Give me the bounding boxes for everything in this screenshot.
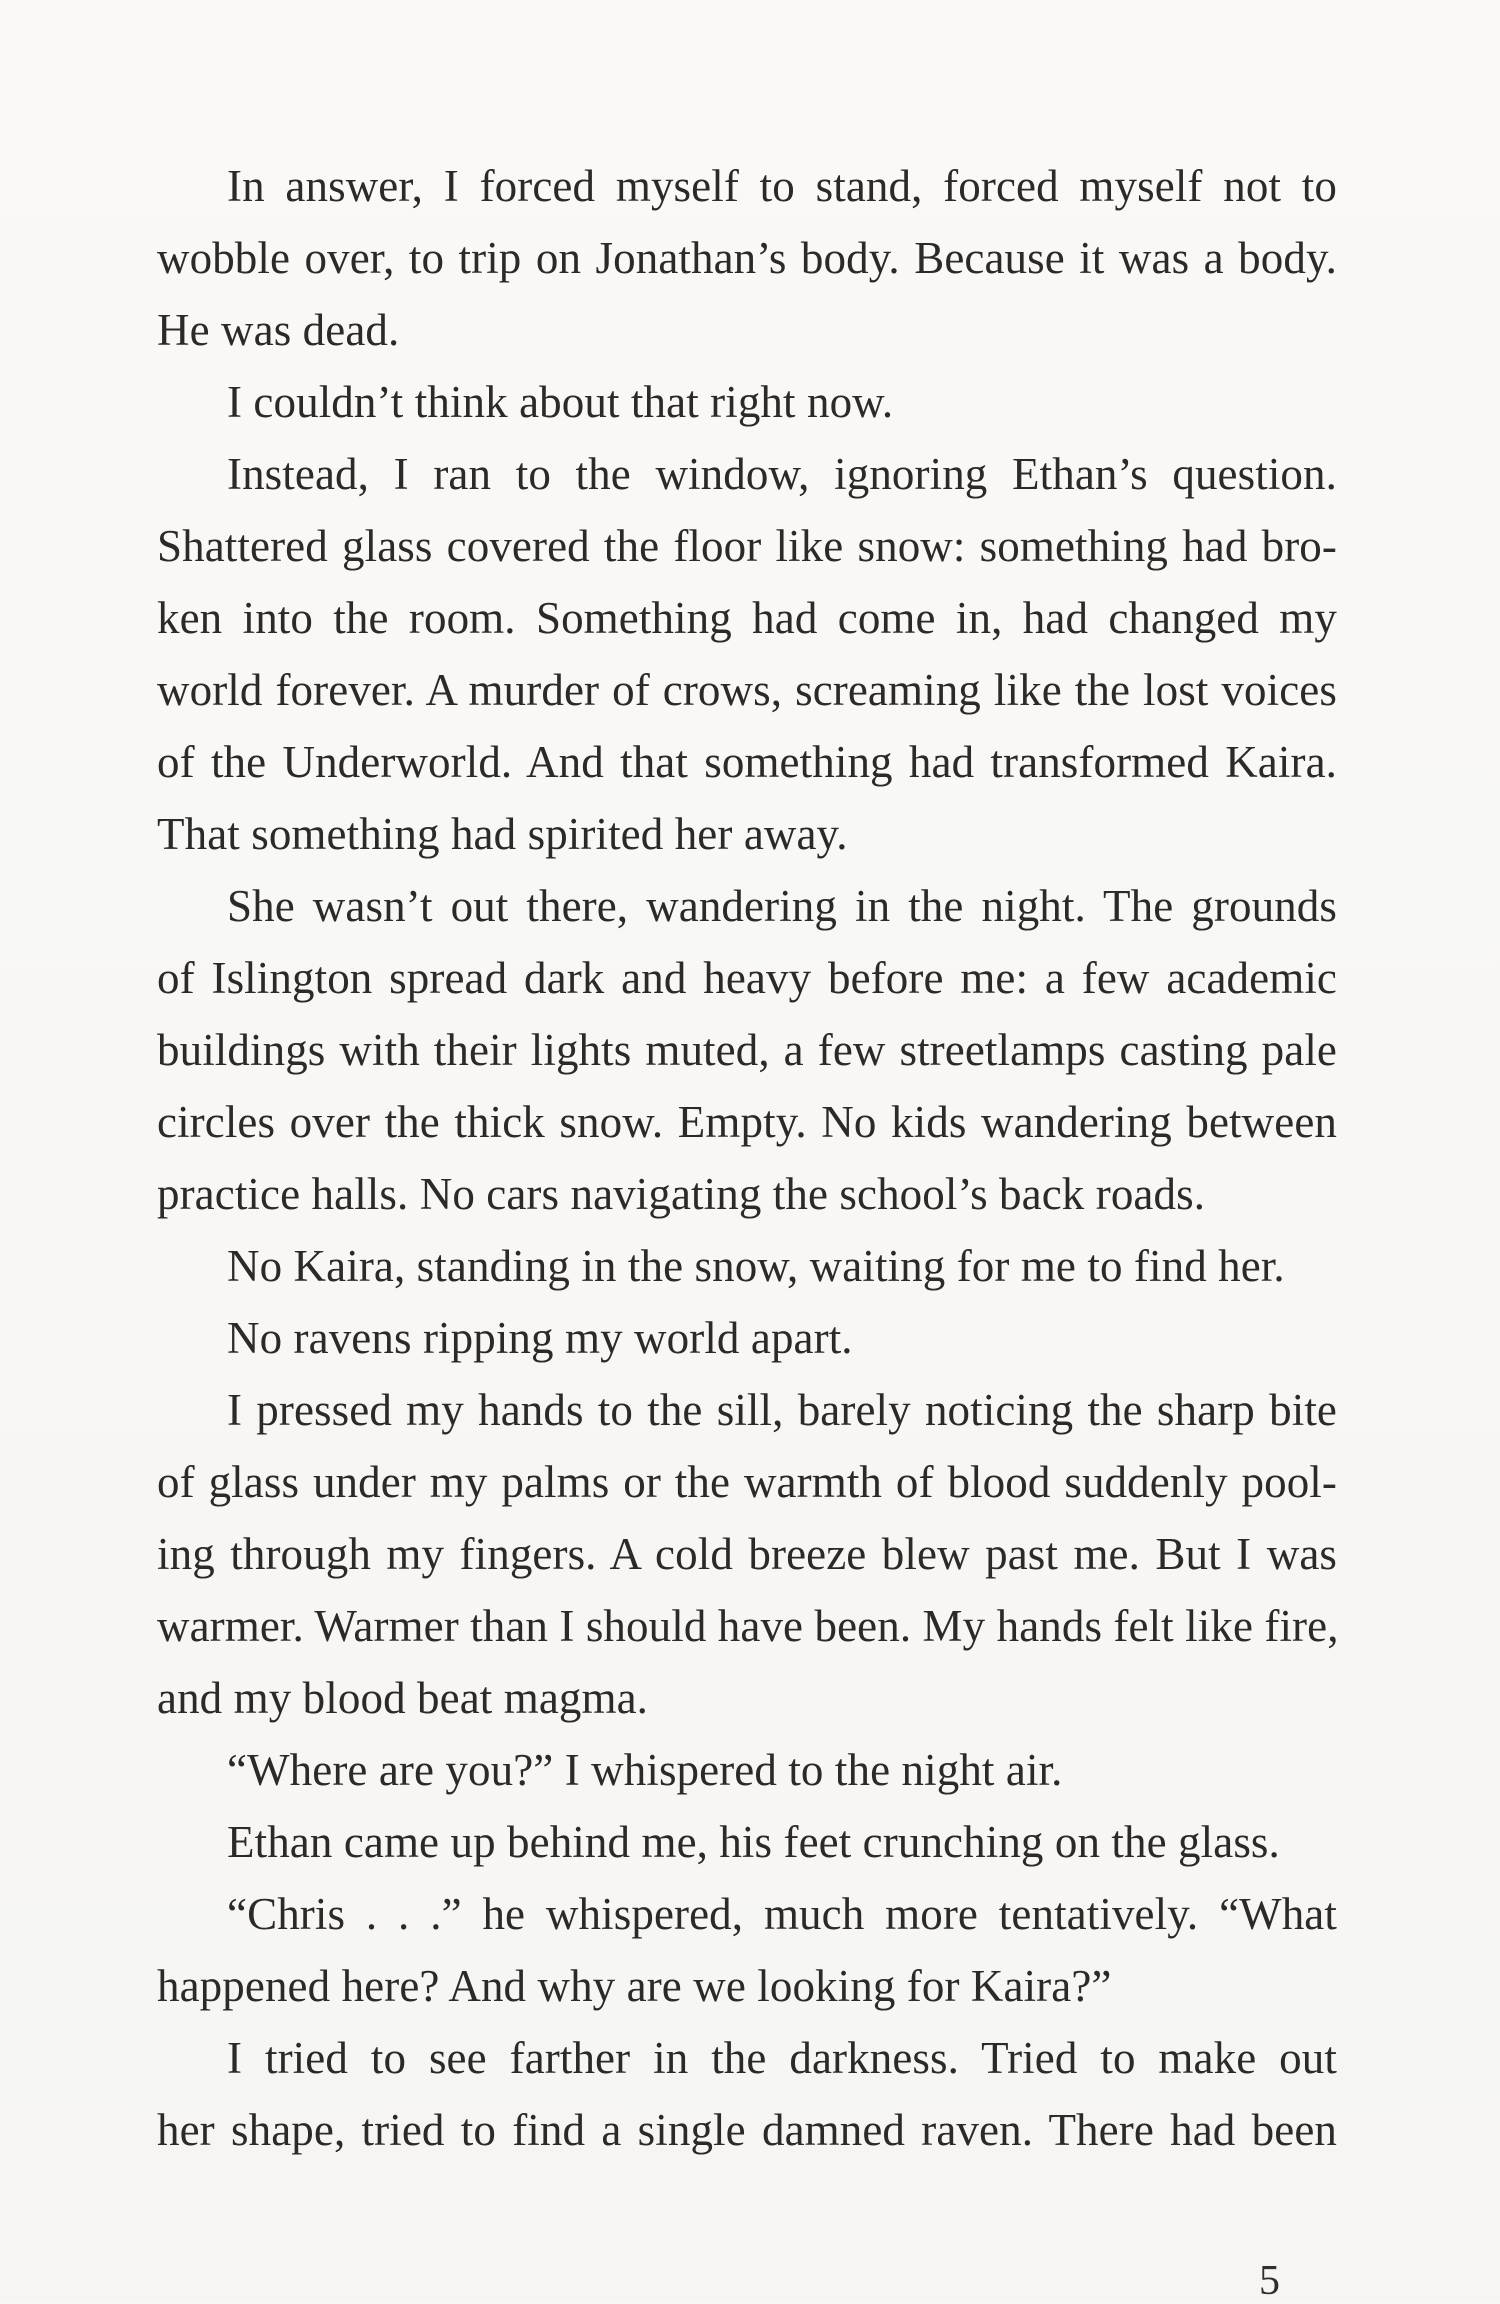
body-text xyxy=(157,150,1337,2166)
text-line: her shape, tried to find a single damned raven. There had been xyxy=(157,2105,1337,2155)
text-line: ing through my fingers. A cold breeze blew past me. But I was xyxy=(157,1529,1337,1579)
text-line: happened here? And why are we looking for Kaira?” xyxy=(157,1961,1112,2011)
text-line: and my blood beat magma. xyxy=(157,1673,649,1723)
text-line: circles over the thick snow. Empty. No kids wandering between xyxy=(157,1097,1337,1147)
text-line: of glass under my palms or the warmth of blood suddenly pool- xyxy=(157,1457,1337,1507)
text-line: I couldn’t think about that right now. xyxy=(227,377,894,427)
text-line: Shattered glass covered the floor like snow: something had bro- xyxy=(157,521,1337,571)
text-line: ken into the room. Something had come in, had changed my xyxy=(157,593,1337,643)
text-line: I tried to see farther in the darkness. Tried to make out xyxy=(227,2033,1337,2083)
text-line: No ravens ripping my world apart. xyxy=(227,1313,853,1363)
text-line: I pressed my hands to the sill, barely noticing the sharp bite xyxy=(227,1385,1337,1435)
text-line: wobble over, to trip on Jonathan’s body. Because it was a body. xyxy=(157,233,1337,283)
text-line: buildings with their lights muted, a few streetlamps casting pale xyxy=(157,1025,1337,1075)
text-line: “Where are you?” I whispered to the night air. xyxy=(227,1745,1063,1795)
text-line: In answer, I forced myself to stand, forced myself not to xyxy=(227,161,1337,211)
text-line: Instead, I ran to the window, ignoring Ethan’s question. xyxy=(227,449,1337,499)
text-line: of the Underworld. And that something had transformed Kaira. xyxy=(157,737,1337,787)
text-line: practice halls. No cars navigating the school’s back roads. xyxy=(157,1169,1206,1219)
text-line: No Kaira, standing in the snow, waiting for me to find her. xyxy=(227,1241,1285,1291)
text-line: He was dead. xyxy=(157,305,400,355)
text-line: She wasn’t out there, wandering in the night. The grounds xyxy=(227,881,1337,931)
text-line: of Islington spread dark and heavy before me: a few academic xyxy=(157,953,1337,1003)
text-line: Ethan came up behind me, his feet crunching on the glass. xyxy=(227,1817,1280,1867)
text-line: “Chris . . .” he whispered, much more tentatively. “What xyxy=(227,1889,1337,1939)
page-number: 5 xyxy=(1259,2258,1280,2304)
text-line: warmer. Warmer than I should have been. My hands felt like fire, xyxy=(157,1601,1339,1651)
text-line: world forever. A murder of crows, screaming like the lost voices xyxy=(157,665,1337,715)
text-line: That something had spirited her away. xyxy=(157,809,848,859)
